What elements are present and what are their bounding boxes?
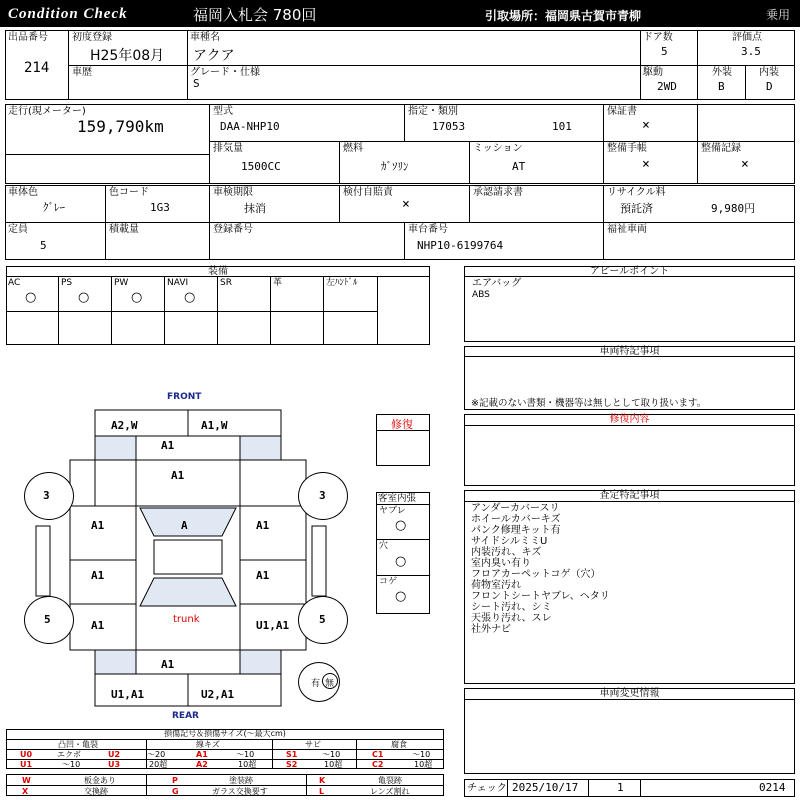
grade-label: グレード・仕様 (190, 67, 260, 78)
listing-no-label: 出品番号 (8, 32, 48, 43)
mark-rear-top: A1 (161, 658, 175, 671)
appeal-line-2: ABS (472, 290, 490, 300)
rear-label: REAR (172, 711, 199, 721)
chassis-label: 車台番号 (408, 224, 448, 235)
equip-leather-label: 革 (273, 278, 283, 288)
legend-u2-desc: ～20 (147, 750, 166, 759)
spare-yes: 有 (311, 679, 321, 689)
equip-navi-mark: ○ (184, 290, 196, 305)
special-note: ※記載のない書類・機器等は無しとして取り扱います。 (471, 398, 707, 409)
note-line-5: 内装汚れ、キズ (471, 547, 542, 558)
legend-c1-desc: ～10 (412, 750, 431, 759)
mark-front-lower: A1 (161, 439, 175, 452)
insurance-label: 検付自賠責 (343, 187, 393, 198)
inspection-notes-title: 査定特記事項 (599, 490, 660, 501)
chassis: NHP10-6199764 (417, 239, 504, 252)
legend-k: K (319, 776, 326, 785)
capacity-label: 定員 (8, 224, 28, 235)
mark-door-rr: U1,A1 (256, 619, 290, 632)
grade: S (193, 77, 200, 90)
equipment-title: 装備 (208, 266, 228, 277)
legend-l: L (319, 787, 325, 796)
displacement: 1500CC (241, 160, 281, 173)
spare-no: 無 (325, 679, 335, 689)
mark-door-rl: A1 (91, 619, 105, 632)
warranty-label: 保証書 (607, 106, 637, 117)
score: 3.5 (741, 45, 761, 58)
check-date: 2025/10/17 (512, 781, 579, 794)
color-code-label: 色コード (109, 187, 149, 198)
history-label: 車歴 (72, 67, 92, 78)
legend-c2: C2 (372, 760, 384, 769)
cabin-tear-label: ヤブレ (379, 506, 406, 516)
legend-s2-desc: 10超 (324, 760, 343, 769)
repair-badge: 修復 (391, 418, 413, 431)
body-color-label: 車体色 (8, 187, 38, 198)
legend-cat-4: 腐食 (391, 740, 407, 749)
legend-title: 損傷記号＆損傷サイズ(～最大cm) (164, 729, 286, 738)
designation-label: 指定・類別 (408, 106, 458, 117)
mark-door-fl: A1 (91, 569, 105, 582)
equip-ps-label: PS (61, 278, 73, 288)
model-label: 型式 (213, 106, 233, 117)
legend-a1-desc: ～10 (236, 750, 255, 759)
load-label: 積載量 (109, 224, 139, 235)
equip-pw-label: PW (114, 278, 129, 288)
repair-title: 修復内容 (609, 414, 650, 425)
legend-p-desc: 塗装跡 (229, 776, 253, 785)
wheel-fr-mark: 3 (319, 489, 326, 502)
doors: 5 (661, 45, 668, 58)
mission: AT (512, 160, 526, 173)
recycle-fee: 9,980円 (711, 202, 756, 215)
mark-fender-r: A1 (256, 519, 270, 532)
appeal-title: アピールポイント (589, 266, 670, 277)
check-label: チェック (467, 783, 507, 794)
legend-u3: U3 (108, 760, 121, 769)
legend-g: G (172, 787, 179, 796)
legend-x: X (22, 787, 29, 796)
legend-a2: A2 (196, 760, 208, 769)
mark-front-bumper-l: A2,W (111, 419, 138, 432)
legend-l-desc: レンズ割れ (370, 787, 410, 796)
ext-label: 外装 (712, 67, 732, 78)
welfare-label: 福祉車両 (607, 224, 647, 235)
category-no: 101 (552, 120, 572, 133)
legend-s1: S1 (286, 750, 298, 759)
cabin-title: 客室内張 (378, 493, 417, 504)
legend-c2-desc: 10超 (414, 760, 433, 769)
legend-w: W (22, 776, 31, 785)
note-line-6: 室内臭い有り (471, 558, 531, 569)
car-name: アクア (193, 48, 235, 64)
designation-no: 17053 (432, 120, 466, 133)
equip-ps-mark: ○ (78, 290, 90, 305)
reg-no-label: 登録番号 (213, 224, 253, 235)
front-label: FRONT (167, 392, 202, 402)
mark-front-bumper-r: A1,W (201, 419, 228, 432)
warranty: × (642, 118, 650, 133)
inspection-label: 車検期限 (213, 187, 253, 198)
note-line-11: 天張り汚れ、スレ (471, 613, 552, 624)
note-line-2: ホイールカバーキズ (471, 514, 561, 525)
cabin-hole-label: 穴 (379, 541, 389, 551)
equip-lhd-label: 左ﾊﾝﾄﾞﾙ (326, 278, 358, 288)
changes-panel (464, 688, 795, 774)
trunk-label: trunk (173, 614, 200, 625)
car-name-label: 車種名 (190, 32, 220, 43)
cabin-burn-label: コゲ (379, 577, 398, 587)
legend-a1: A1 (196, 750, 208, 759)
legend-u1-desc: ～10 (62, 760, 81, 769)
legend-s2: S2 (286, 760, 298, 769)
check-count: 1 (617, 781, 624, 794)
inspection: 抹消 (244, 202, 266, 215)
equip-pw-mark: ○ (131, 290, 143, 305)
legend-u3-desc: 20超 (149, 760, 168, 769)
fuel: ｶﾞｿﾘﾝ (381, 160, 409, 173)
legend-u0: U0 (20, 750, 33, 759)
insurance: × (402, 197, 410, 212)
legend-u0-desc: エクボ (57, 750, 81, 759)
mark-hood: A1 (171, 469, 185, 482)
legend-g-desc: ガラス交換要す (212, 787, 268, 796)
legend-u2: U2 (108, 750, 121, 759)
mark-door-fr: A1 (256, 569, 270, 582)
equip-ac-label: AC (8, 278, 21, 288)
first-reg-label: 初度登録 (72, 32, 112, 43)
doors-label: ドア数 (643, 32, 673, 43)
mark-rear-bumper-l: U1,A1 (111, 688, 145, 701)
maint-record-label: 整備記録 (701, 143, 741, 154)
equip-sr-label: SR (220, 278, 232, 288)
model: DAA-NHP10 (220, 120, 280, 133)
legend-cat-3: サビ (305, 740, 321, 749)
wheel-fl-mark: 3 (43, 489, 50, 502)
recycle-label: リサイクル料 (607, 187, 666, 198)
legend-s1-desc: ～10 (322, 750, 341, 759)
int-label: 内装 (759, 67, 779, 78)
ext: B (718, 80, 725, 93)
legend-u1: U1 (20, 760, 33, 769)
note-line-3: パンク修理キット有 (471, 525, 561, 536)
note-line-7: フロアカーペットコゲ（穴） (471, 569, 601, 580)
legend-cat-1: 凸凹・亀裂 (58, 740, 98, 749)
int: D (766, 80, 773, 93)
special-title: 車両特記事項 (599, 346, 660, 357)
mark-roof: A (181, 519, 188, 532)
listing-no: 214 (24, 60, 50, 76)
mission-label: ミッション (473, 143, 523, 154)
maint-book: × (642, 157, 650, 172)
drive: 2WD (657, 80, 677, 93)
maint-record: × (741, 157, 749, 172)
note-line-12: 社外ナビ (471, 624, 511, 635)
vehicle-class: 乗用 (766, 8, 791, 22)
equip-navi-label: NAVI (167, 278, 189, 288)
equip-ac-mark: ○ (25, 290, 37, 305)
claim-label: 承認請求書 (473, 187, 523, 198)
check-code: 0214 (759, 781, 786, 794)
cabin-tear-mark: ○ (395, 518, 407, 533)
capacity: 5 (40, 239, 47, 252)
note-line-1: アンダーカバースリ (471, 503, 560, 514)
first-reg: H25年08月 (90, 48, 165, 64)
body-color: ｸﾞﾚｰ (43, 201, 65, 214)
fuel-label: 燃料 (343, 143, 363, 154)
wheel-rl-mark: 5 (44, 613, 51, 626)
auction-title: 福岡入札会 780回 (193, 6, 317, 24)
mileage: 159,790km (77, 117, 164, 136)
appeal-line-1: エアバッグ (472, 278, 522, 289)
note-line-4: サイドシルミミU (471, 536, 548, 547)
note-line-9: フロントシートヤブレ、ヘタリ (471, 591, 610, 602)
displacement-label: 排気量 (213, 143, 243, 154)
color-code: 1G3 (150, 201, 170, 214)
changes-title: 車両変更情報 (599, 688, 660, 699)
note-line-10: シート汚れ、シミ (471, 602, 552, 613)
legend-p: P (172, 776, 178, 785)
cabin-burn-mark: ○ (395, 589, 407, 604)
mark-rear-bumper-r: U2,A1 (201, 688, 235, 701)
recycle-status: 預託済 (620, 202, 653, 215)
note-line-8: 荷物室汚れ (471, 580, 521, 591)
score-label: 評価点 (732, 32, 762, 43)
header-logo: Condition Check (8, 6, 128, 22)
wheel-rr-mark: 5 (319, 613, 326, 626)
mileage-label: 走行(現メーター) (8, 106, 86, 117)
pickup-location: 引取場所：福岡県古賀市青柳 (485, 9, 642, 23)
legend-a2-desc: 10超 (238, 760, 257, 769)
legend-k-desc: 亀裂跡 (378, 776, 402, 785)
maint-book-label: 整備手帳 (607, 143, 647, 154)
legend-c1: C1 (372, 750, 384, 759)
mark-fender-l: A1 (91, 519, 105, 532)
cabin-hole-mark: ○ (395, 554, 407, 569)
legend-x-desc: 交換跡 (84, 787, 108, 796)
legend-w-desc: 板金あり (84, 776, 116, 785)
legend-cat-2: 線キズ (196, 740, 220, 749)
drive-label: 駆動 (643, 67, 663, 78)
